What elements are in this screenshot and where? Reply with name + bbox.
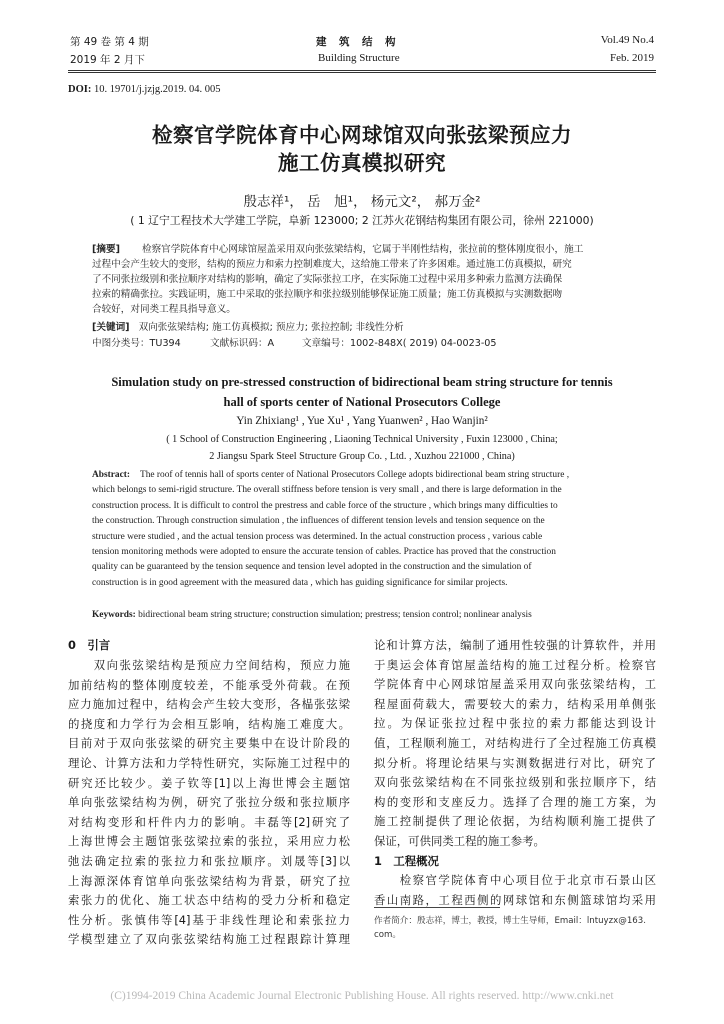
abstract-en-line: tension monitoring methods were adopted to ensure the accurate tension of cables. Practice has proved that the construction [92,547,556,557]
authors-en: Yin Zhixiang¹ , Yue Xu¹ , Yang Yuanwen² , Hao Wanjin² [236,415,488,427]
body-line: 施工控制提供了理论依据，为结构顺利施工提供了 [374,814,656,829]
body-line: 索张力的优化、施工状态中结构的受力分析和稳定 [68,893,350,908]
body-line: 上海世博会主题馆张弦梁拉索的张拉，采用应力松 [68,834,350,849]
body-line: 单向张弦梁结构为例，研究了张拉分级和张拉顺序 [68,795,350,810]
footnote-rule [374,907,500,908]
body-line: 研究还比较少。姜子钦等[1]以上海世博会主题馆 [68,775,350,790]
section-heading-intro: 0 引言 [68,638,111,652]
title-zh-line2: 施工仿真模拟研究 [278,151,446,175]
doi-label: DOI: [68,84,92,95]
body-line: 拉。为保证张拉过程中张拉的索力都能达到设计 [374,716,656,731]
body-line: 目前对于双向张弦梁的研究主要集中在设计阶段的 [68,736,350,751]
title-en-line1: Simulation study on pre-stressed construction of bidirectional beam string structure for tennis [111,375,613,389]
body-line: 程屋面荷载大，需要较大的索力，结构采用单侧张 [374,696,656,711]
clc-number: 中图分类号：TU394 [92,338,181,349]
body-line: 的挠度和力学行为会相互影响，结构施工难度大。 [68,716,350,731]
authors-zh: 殷志祥¹， 岳 旭¹， 杨元文²， 郝万金² [243,194,481,210]
keywords-en-label: Keywords: [92,610,136,620]
abstract-zh-line: 检察官学院体育中心网球馆屋盖采用双向张弦梁结构，它属于半刚性结构，张拉前的整体刚度很小，施工 [142,244,584,255]
keywords-en-value: bidirectional beam string structure; construction simulation; prestress; tension control; nonlinear analysis [138,610,532,620]
header-rule [68,70,656,71]
left-column [68,656,350,950]
body-line: 双向张弦梁结构是预应力空间结构，预应力施 [68,658,350,672]
abstract-en-line: the construction. Through construction simulation , the influences of different tension levels and tension sequence on the [92,516,545,527]
abstract-zh-line: 合较好，对同类工程具指导意义。 [92,304,236,315]
copyright-watermark: (C)1994-2019 China Academic Journal Electronic Publishing House. All rights reserved. http://www.cnki.net [110,990,614,1002]
journal-volume-issue: 第 49 卷 第 4 期 [70,36,149,48]
right-column [374,636,656,910]
author-bio-line2: com。 [374,930,401,940]
body-line: 检察官学院体育中心项目位于北京市石景山区 [374,873,656,888]
body-line: 对结构变形和杆件内力的影响。丰磊等[2]研究了 [68,814,350,829]
document-code: 文献标识码：A [210,338,275,349]
abstract-zh-line: 拉索的精确张拉。实践证明，施工中采取的张拉顺序和张拉级别能够保证施工质量；施工仿真模拟与实测数据吻 [92,289,563,300]
abstract-en-line: The roof of tennis hall of sports center of National Prosecutors College adopts bidirectional beam string structure , [140,470,570,480]
body-line: 学模型建立了双向张弦梁结构施工过程跟踪计算理 [68,932,350,947]
body-line: 双向张弦梁结构在不同张拉级别和张拉顺序下，结 [374,775,656,790]
body-line: 值，工程顺利施工，对结构进行了全过程施工仿真模 [374,735,656,750]
author-bio-line1: 作者简介：殷志祥，博士，教授，博士生导师，Email：lntuyzx@163. [374,916,646,926]
affiliation-en-line1: ( 1 School of Construction Engineering , Liaoning Technical University , Fuxin 123000 , China; [166,434,558,445]
affiliation-en-line2: 2 Jiangsu Spark Steel Structure Group Co. , Ltd. , Xuzhou 221000 , China) [209,451,515,462]
journal-date: 2019 年 2 月下 [70,54,145,66]
abstract-en-line: quality can be guaranteed by the tension sequence and tension level adopted in the construction and the simulation of [92,562,532,573]
article-number: 文章编号：1002-848X( 2019) 04-0023-05 [302,338,497,349]
body-line: 论和计算方法，编制了通用性较强的计算软件，并用 [374,638,656,652]
body-line: 学院体育中心网球馆屋盖采用双向张弦梁结构，工 [374,677,656,692]
title-zh-line1: 检察官学院体育中心网球馆双向张弦梁预应力 [152,123,572,147]
header-rule-2 [68,72,656,73]
body-line: 上海源深体育馆单向张弦梁结构为背景，研究了拉 [68,873,350,888]
abstract-zh-label: [摘要] [92,244,120,255]
body-line: 性分析。张慎伟等[4]基于非线性理论和索张拉力 [68,912,350,927]
abstract-en-label: Abstract: [92,470,131,480]
section-heading-overview: 1 工程概况 [374,853,439,868]
journal-name-zh: 建 筑 结 构 [316,36,397,48]
abstract-zh-line: 过程中会产生较大的变形，结构的预应力和索力控制难度大，这给施工带来了许多困难。通过施工仿真模拟，研究 [92,259,572,270]
keywords-zh-label: [关键词] [92,322,130,333]
keywords-zh-value: 双向张弦梁结构; 施工仿真模拟; 预应力; 张拉控制; 非线性分析 [138,322,404,333]
volume-number-en: Vol.49 No.4 [600,34,654,46]
body-line: 加前结构的整体刚度较差，不能承受外荷载。在预 [68,677,350,692]
doi-value: 10. 19701/j.jzjg.2019. 04. 005 [93,84,221,95]
body-line: 理论、计算方法和力学特性研究，实际施工过程中的 [68,755,350,770]
body-line: 构的变形和支座反力。选择了合理的施工方案，为 [374,794,656,809]
abstract-en-line: construction is in good agreement with the measured data , which has guiding significance for similar projects. [92,577,508,588]
title-en-line2: hall of sports center of National Prosecutors College [223,395,501,409]
body-line: 香山南路，工程西侧的网球馆和东侧篮球馆均采用 [374,892,656,907]
body-line: 于奥运会体育馆屋盖结构的施工过程分析。检察官 [374,657,656,672]
body-line: 应力施加过程中，结构会产生较大变形，各榀张弦梁 [68,697,350,712]
abstract-en-line: which belongs to semi-rigid structure. The overall stiffness before tension is very small , and there is large deformation in the [92,485,562,496]
keywords-en [92,608,532,623]
keywords-zh [92,320,404,335]
issue-date-en: Feb. 2019 [610,52,654,64]
doi [68,84,221,95]
abstract-en-line: construction process. It is difficult to control the prestress and cable force of the structure , which brings many difficulties to [92,500,558,511]
abstract-en-line: structure were studied , and the actual tension process was determined. In the actual construction process , various cable [92,531,543,542]
abstract-en [92,468,632,592]
body-line: 拟分析。将理论结果与实测数据进行对比，研究了 [374,755,656,770]
body-line: 保证，可供同类工程的施工参考。 [374,833,545,848]
abstract-zh-line: 了不同张拉级别和张拉顺序对结构的影响，确定了实际张拉工序，在实际施工过程中采用多种索力监测方法确保 [92,274,563,285]
journal-name-en: Building Structure [318,52,400,64]
affiliation-zh: ( 1 辽宁工程技术大学建工学院，阜新 123000; 2 江苏火花钢结构集团有限公司，徐州 221000) [130,214,594,227]
body-line: 弛法确定拉索的张拉力和张拉顺序。刘晟等[3]以 [68,853,350,868]
